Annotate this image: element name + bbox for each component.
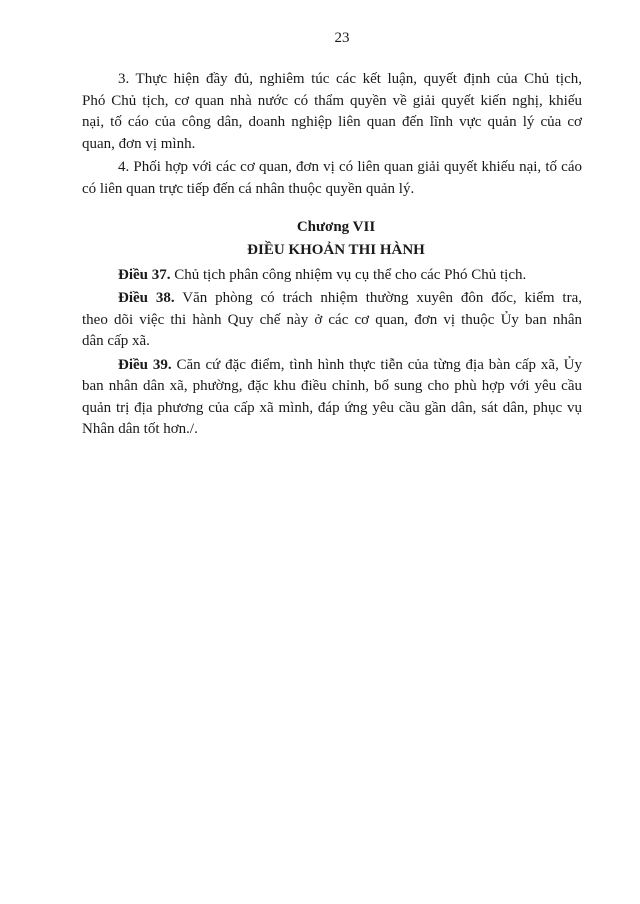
text-line: Phó Chủ tịch, cơ quan nhà nước có thẩm quyền về giải quyết kiến nghị, khiếu xyxy=(82,92,582,109)
article-text: Căn cứ đặc điểm, tình hình thực tiễn của từng địa bàn cấp xã, Ủy xyxy=(176,356,583,373)
clause-3 xyxy=(82,69,582,155)
chapter-heading xyxy=(82,216,582,262)
article-text: Chủ tịch phân công nhiệm vụ cụ thể cho các Phó Chủ tịch. xyxy=(174,266,527,283)
article-label: Điều 38. xyxy=(118,290,175,306)
text-line: 4. Phối hợp với các cơ quan, đơn vị có liên quan giải quyết khiếu nại, tố cáo xyxy=(118,159,582,175)
text-line xyxy=(82,265,582,287)
text-line xyxy=(82,355,582,377)
text-line xyxy=(82,288,582,310)
article-text: Văn phòng có trách nhiệm thường xuyên đôn đốc, kiểm tra, xyxy=(182,290,583,306)
article-37 xyxy=(82,265,582,287)
chapter-title: ĐIỀU KHOẢN THI HÀNH xyxy=(247,241,425,258)
chapter-number: Chương VII xyxy=(296,218,376,235)
text-line: có liên quan trực tiếp đến cá nhân thuộc quyền quản lý. xyxy=(82,180,415,197)
text-line: nại, tố cáo của công dân, doanh nghiệp liên quan đến lĩnh vực quản lý của cơ xyxy=(82,114,582,130)
text-line: quản trị địa phương của cấp xã mình, đáp ứng yêu cầu gần dân, sát dân, phục vụ xyxy=(82,399,582,416)
article-38 xyxy=(82,288,582,353)
page-number: 23 xyxy=(334,30,350,46)
text-line: Nhân dân tốt hơn./. xyxy=(82,421,198,437)
text-line: dân cấp xã. xyxy=(82,333,150,349)
text-line: ban nhân dân xã, phường, đặc khu điều chỉnh, bổ sung cho phù hợp với yêu cầu xyxy=(82,378,582,394)
document-body xyxy=(82,69,582,441)
text-line: theo dõi việc thi hành Quy chế này ở các cơ quan, đơn vị thuộc Ủy ban nhân xyxy=(82,311,582,328)
article-label: Điều 39. xyxy=(118,356,172,373)
clause-4 xyxy=(82,157,582,200)
article-39 xyxy=(82,355,582,441)
text-line: 3. Thực hiện đầy đủ, nghiêm túc các kết luận, quyết định của Chủ tịch, xyxy=(118,71,582,87)
article-label: Điều 37. xyxy=(118,266,171,283)
text-line: quan, đơn vị mình. xyxy=(82,135,196,152)
